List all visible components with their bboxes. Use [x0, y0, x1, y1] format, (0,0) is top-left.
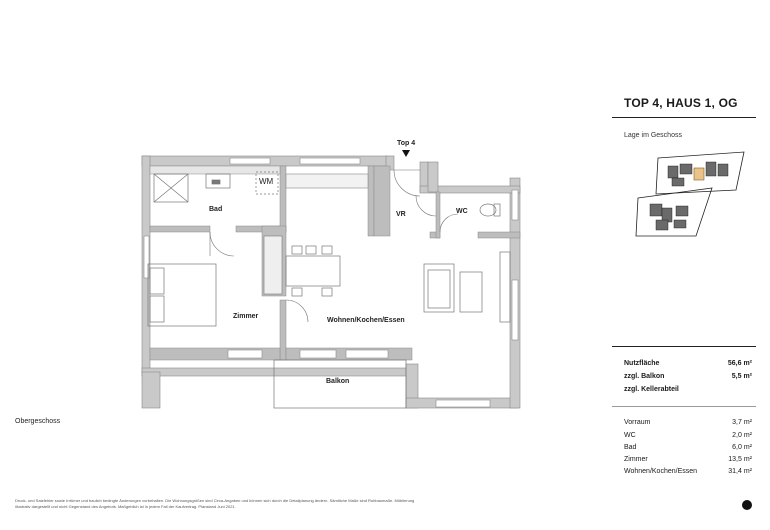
title-divider [612, 117, 756, 118]
room-label-vr: VR [396, 211, 406, 218]
brand-logo-icon [742, 500, 752, 510]
room-label-zimmer: Zimmer [233, 313, 259, 320]
entrance-arrow-icon [402, 150, 410, 157]
washbasin [206, 174, 230, 188]
room-area-row: Bad 6,0 m² [624, 444, 752, 451]
toilet [480, 204, 500, 216]
outer-walls [142, 156, 520, 408]
dining-table [286, 246, 340, 296]
room-label-wc: WC [456, 208, 468, 215]
area-summary-row: Nutzfläche 56,6 m² [624, 360, 752, 367]
unit-title: TOP 4, HAUS 1, OG [624, 96, 738, 110]
area-summary-row: zzgl. Kellerabteil [624, 386, 679, 393]
unit-highlight [694, 168, 704, 180]
location-keymap [632, 150, 750, 240]
shower [154, 174, 188, 202]
entrance-label: Top 4 [397, 140, 416, 147]
area-summary-row: zzgl. Balkon 5,5 m² [624, 373, 752, 380]
room-label-wohnen: Wohnen/Kochen/Essen [327, 317, 405, 324]
room-area-row: Zimmer 13,5 m² [624, 456, 752, 463]
areas-divider [612, 346, 756, 347]
location-label: Lage im Geschoss [624, 132, 682, 139]
sideboard [500, 252, 510, 322]
bed [148, 264, 216, 326]
room-area-row: Wohnen/Kochen/Essen 31,4 m² [624, 468, 752, 475]
room-label-balkon: Balkon [326, 378, 350, 385]
sofa [424, 264, 482, 312]
wardrobe [264, 236, 282, 294]
room-label-bad: Bad [209, 206, 223, 213]
kitchen-counter [286, 174, 368, 188]
floor-label: Obergeschoss [15, 418, 61, 425]
disclaimer-footnote: Druck- und Satzfehler sowie Irrtümer und baulich bedingte Änderungen vorbehalten. Die Wohnungsgrößen sind Circa-Angaben und können sich durch die Detailplanung ändern. Sämtliche Maße sind Rohbaumaße. Möblierung illustrativ dargestellt und nicht Gegenstand des Angebots. Maßgeblich ist in jedem Fall der Kaufvertrag. Planstand Juni 2021. [15, 498, 415, 509]
room-area-row: WC 2,0 m² [624, 432, 752, 439]
room-label-wm: WM [259, 177, 274, 186]
inner-walls [150, 166, 520, 360]
room-area-row: Vorraum 3,7 m² [624, 419, 752, 426]
rooms-divider [612, 406, 756, 407]
